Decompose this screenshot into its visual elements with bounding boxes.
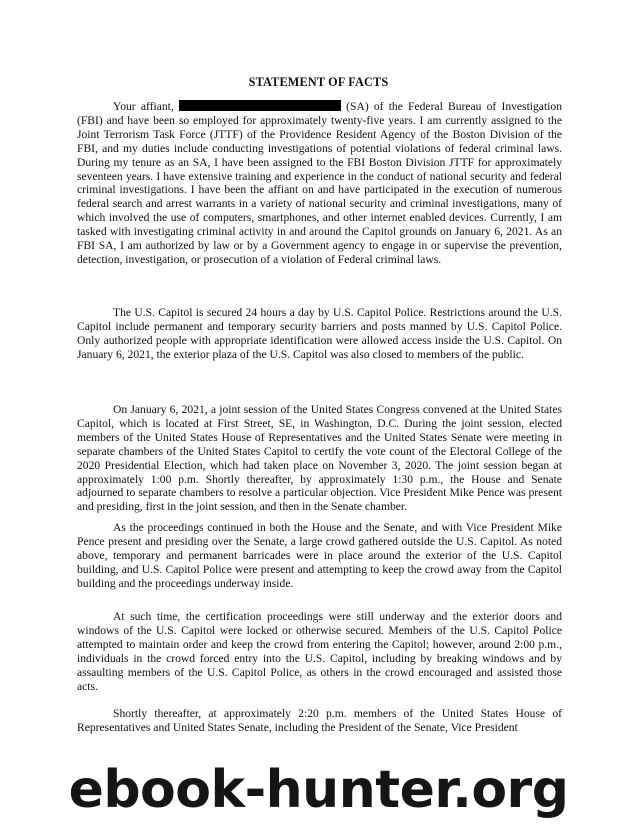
paragraph-affiant xyxy=(77,100,562,267)
paragraph-text: At such time, the certification proceedings were still underway and the exterior doors and windows of the U.S. Capitol were locked or otherwise secured. Members of the U.S. Capitol Police attempted to maintain order and keep the crowd from entering the Capitol; however, around 2:00 p.m., individuals in the crowd forced entry into the U.S. Capitol, including by breaking windows and by assaulting members of the U.S. Capitol Police, as others in the crowd encouraged and assisted those acts. xyxy=(77,610,562,693)
paragraph-text: The U.S. Capitol is secured 24 hours a day by U.S. Capitol Police. Restrictions around the U.S. Capitol include permanent and temporary security barriers and posts manned by U.S. Capitol Police. Only authorized people with appropriate identification were allowed access inside the U.S. Capitol. On January 6, 2021, the exterior plaza of the U.S. Capitol was also closed to members of the public. xyxy=(77,306,562,361)
watermark: ebook-hunter.org xyxy=(68,760,569,820)
paragraph-crowd-gathered xyxy=(77,521,562,591)
page-title: STATEMENT OF FACTS xyxy=(248,75,389,89)
paragraph-forced-entry xyxy=(77,610,562,693)
paragraph-text: On January 6, 2021, a joint session of the United States Congress convened at the United States Capitol, which is located at First Street, SE, in Washington, D.C. During the joint session, elected members of the United States House of Representatives and the United States Senate were meeting in separate chambers of the United States Capitol to certify the vote count of the Electoral College of the 2020 Presidential Election, which had taken place on November 3, 2020. The joint session began at approximately 1:00 p.m. Shortly thereafter, by approximately 1:30 p.m., the House and Senate adjourned to separate chambers to resolve a particular objection. Vice President Mike Pence was present and presiding, first in the joint session, and then in the Senate chamber. xyxy=(77,403,562,514)
paragraph-joint-session xyxy=(77,403,562,514)
redaction-bar xyxy=(179,100,341,111)
paragraph-capitol-security xyxy=(77,306,562,362)
paragraph-lead: Your affiant, xyxy=(113,100,174,113)
paragraph-text: Shortly thereafter, at approximately 2:20 p.m. members of the United States House of Representatives and United States Senate, including the President of the Senate, Vice President xyxy=(77,707,562,734)
paragraph-text: As the proceedings continued in both the House and the Senate, and with Vice President Mike Pence present and presiding over the Senate, a large crowd gathered outside the U.S. Capitol. As noted above, temporary and permanent barricades were in place around the exterior of the U.S. Capitol building, and U.S. Capitol Police were present and attempting to keep the crowd away from the Capitol building and the proceedings underway inside. xyxy=(77,521,562,590)
paragraph-text: (SA) of the Federal Bureau of Investigation (FBI) and have been so employed for approximately twenty-five years. I am currently assigned to the Joint Terrorism Task Force (JTTF) of the Providence Resident Agency of the Boston Division of the FBI, and my duties include conducting investigations of potential violations of federal criminal laws. During my tenure as an SA, I have been assigned to the FBI Boston Division JTTF for approximately seventeen years. I have extensive training and experience in the conduct of national security and federal criminal investigations. I have been the affiant on and have participated in the execution of numerous federal search and arrest warrants in a variety of national security and criminal investigations, many of which involved the use of computers, smartphones, and other internet enabled devices. Currently, I am tasked with investigating criminal activity in and around the Capitol grounds on January 6, 2021. As an FBI SA, I am authorized by law or by a Government agency to engage in or supervise the prevention, detection, investigation, or prosecution of a violation of Federal criminal laws. xyxy=(77,100,562,266)
paragraph-evacuation xyxy=(77,707,562,735)
